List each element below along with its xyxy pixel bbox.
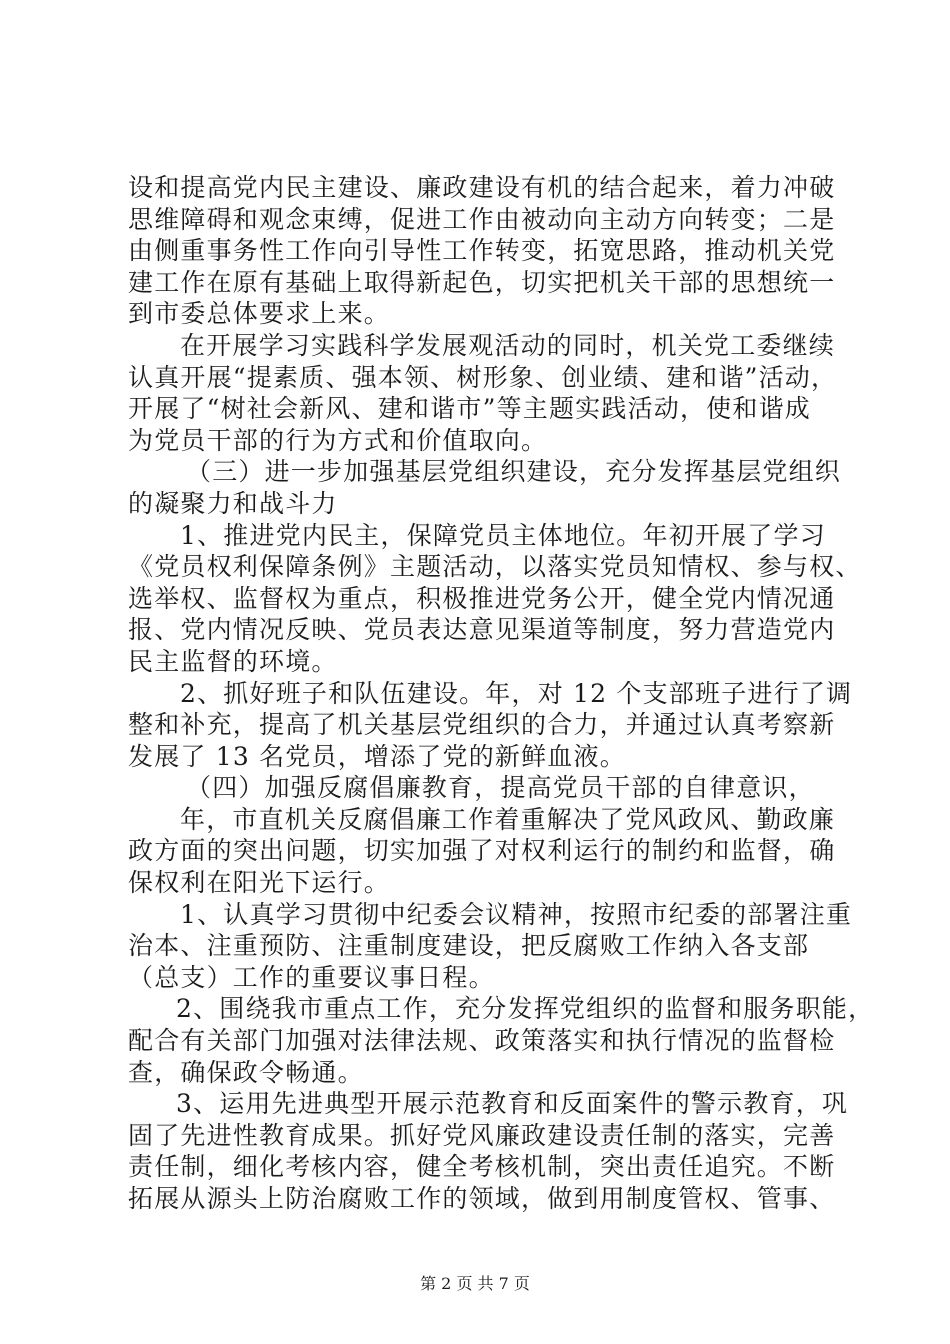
text-line: 固了先进性教育成果。抓好党风廉政建设责任制的落实，完善 bbox=[128, 1120, 836, 1150]
paragraph-start: 年，市直机关反腐倡廉工作着重解决了党风政风、勤政廉 bbox=[180, 804, 836, 834]
text-line: 思维障碍和观念束缚，促进工作由被动向主动方向转变；二是 bbox=[128, 204, 836, 234]
text-line: 为党员干部的行为方式和价值取向。 bbox=[128, 425, 548, 455]
text-line: 设和提高党内民主建设、廉政建设有机的结合起来，着力冲破 bbox=[128, 173, 836, 202]
section-heading: （四）加强反腐倡廉教育，提高党员干部的自律意识， bbox=[186, 773, 815, 803]
text-line: 整和补充，提高了机关基层党组织的合力，并通过认真考察新 bbox=[128, 710, 836, 740]
text-line: 《党员权利保障条例》主题活动，以落实党员知情权、参与权、 bbox=[128, 552, 862, 582]
section-heading-cont: 的凝聚力和战斗力 bbox=[128, 488, 338, 518]
text-line: 到市委总体要求上来。 bbox=[128, 299, 391, 329]
text-line: 保权利在阳光下运行。 bbox=[128, 868, 391, 898]
paragraph-start: 3、运用先进典型开展示范教育和反面案件的警示教育，巩 bbox=[176, 1089, 849, 1119]
text-line: 由侧重事务性工作向引导性工作转变，拓宽思路，推动机关党 bbox=[128, 236, 836, 266]
text-line: 民主监督的环境。 bbox=[128, 646, 338, 676]
text-line: 发展了 13 名党员，增添了党的新鲜血液。 bbox=[128, 741, 626, 771]
text-line: 责任制，细化考核内容，健全考核机制，突出责任追究。不断 bbox=[128, 1152, 836, 1182]
paragraph-start: 在开展学习实践科学发展观活动的同时，机关党工委继续 bbox=[180, 330, 836, 360]
paragraph-start: 2、围绕我市重点工作，充分发挥党组织的监督和服务职能， bbox=[176, 994, 875, 1024]
text-line: 拓展从源头上防治腐败工作的领域，做到用制度管权、管事、 bbox=[128, 1184, 836, 1213]
paragraph-start: 1、推进党内民主，保障党员主体地位。年初开展了学习 bbox=[180, 520, 826, 550]
page-number-footer: 第 2 页 共 7 页 bbox=[420, 1274, 530, 1293]
document-body bbox=[128, 172, 875, 1215]
text-line: 治本、注重预防、注重制度建设，把反腐败工作纳入各支部 bbox=[128, 931, 810, 961]
text-line: 建工作在原有基础上取得新起色，切实把机关干部的思想统一 bbox=[128, 267, 836, 297]
text-line: 政方面的突出问题，切实加强了对权利运行的制约和监督，确 bbox=[128, 836, 836, 866]
paragraph-start: 1、认真学习贯彻中纪委会议精神，按照市纪委的部署注重 bbox=[180, 899, 853, 929]
text-line: 报、党内情况反映、党员表达意见渠道等制度，努力营造党内 bbox=[128, 615, 836, 645]
text-line: 认真开展“提素质、强本领、树形象、创业绩、建和谐”活动， bbox=[128, 362, 838, 392]
text-line: （总支）工作的重要议事日程。 bbox=[128, 962, 495, 992]
text-line: 开展了“树社会新风、建和谐市”等主题实践活动，使和谐成 bbox=[128, 394, 811, 424]
paragraph-start: 2、抓好班子和队伍建设。年，对 12 个支部班子进行了调 bbox=[180, 678, 853, 708]
section-heading: （三）进一步加强基层党组织建设，充分发挥基层党组织 bbox=[186, 457, 842, 487]
text-line: 查，确保政令畅通。 bbox=[128, 1057, 364, 1087]
text-line: 配合有关部门加强对法律法规、政策落实和执行情况的监督检 bbox=[128, 1026, 836, 1056]
text-line: 选举权、监督权为重点，积极推进党务公开，健全党内情况通 bbox=[128, 583, 836, 613]
